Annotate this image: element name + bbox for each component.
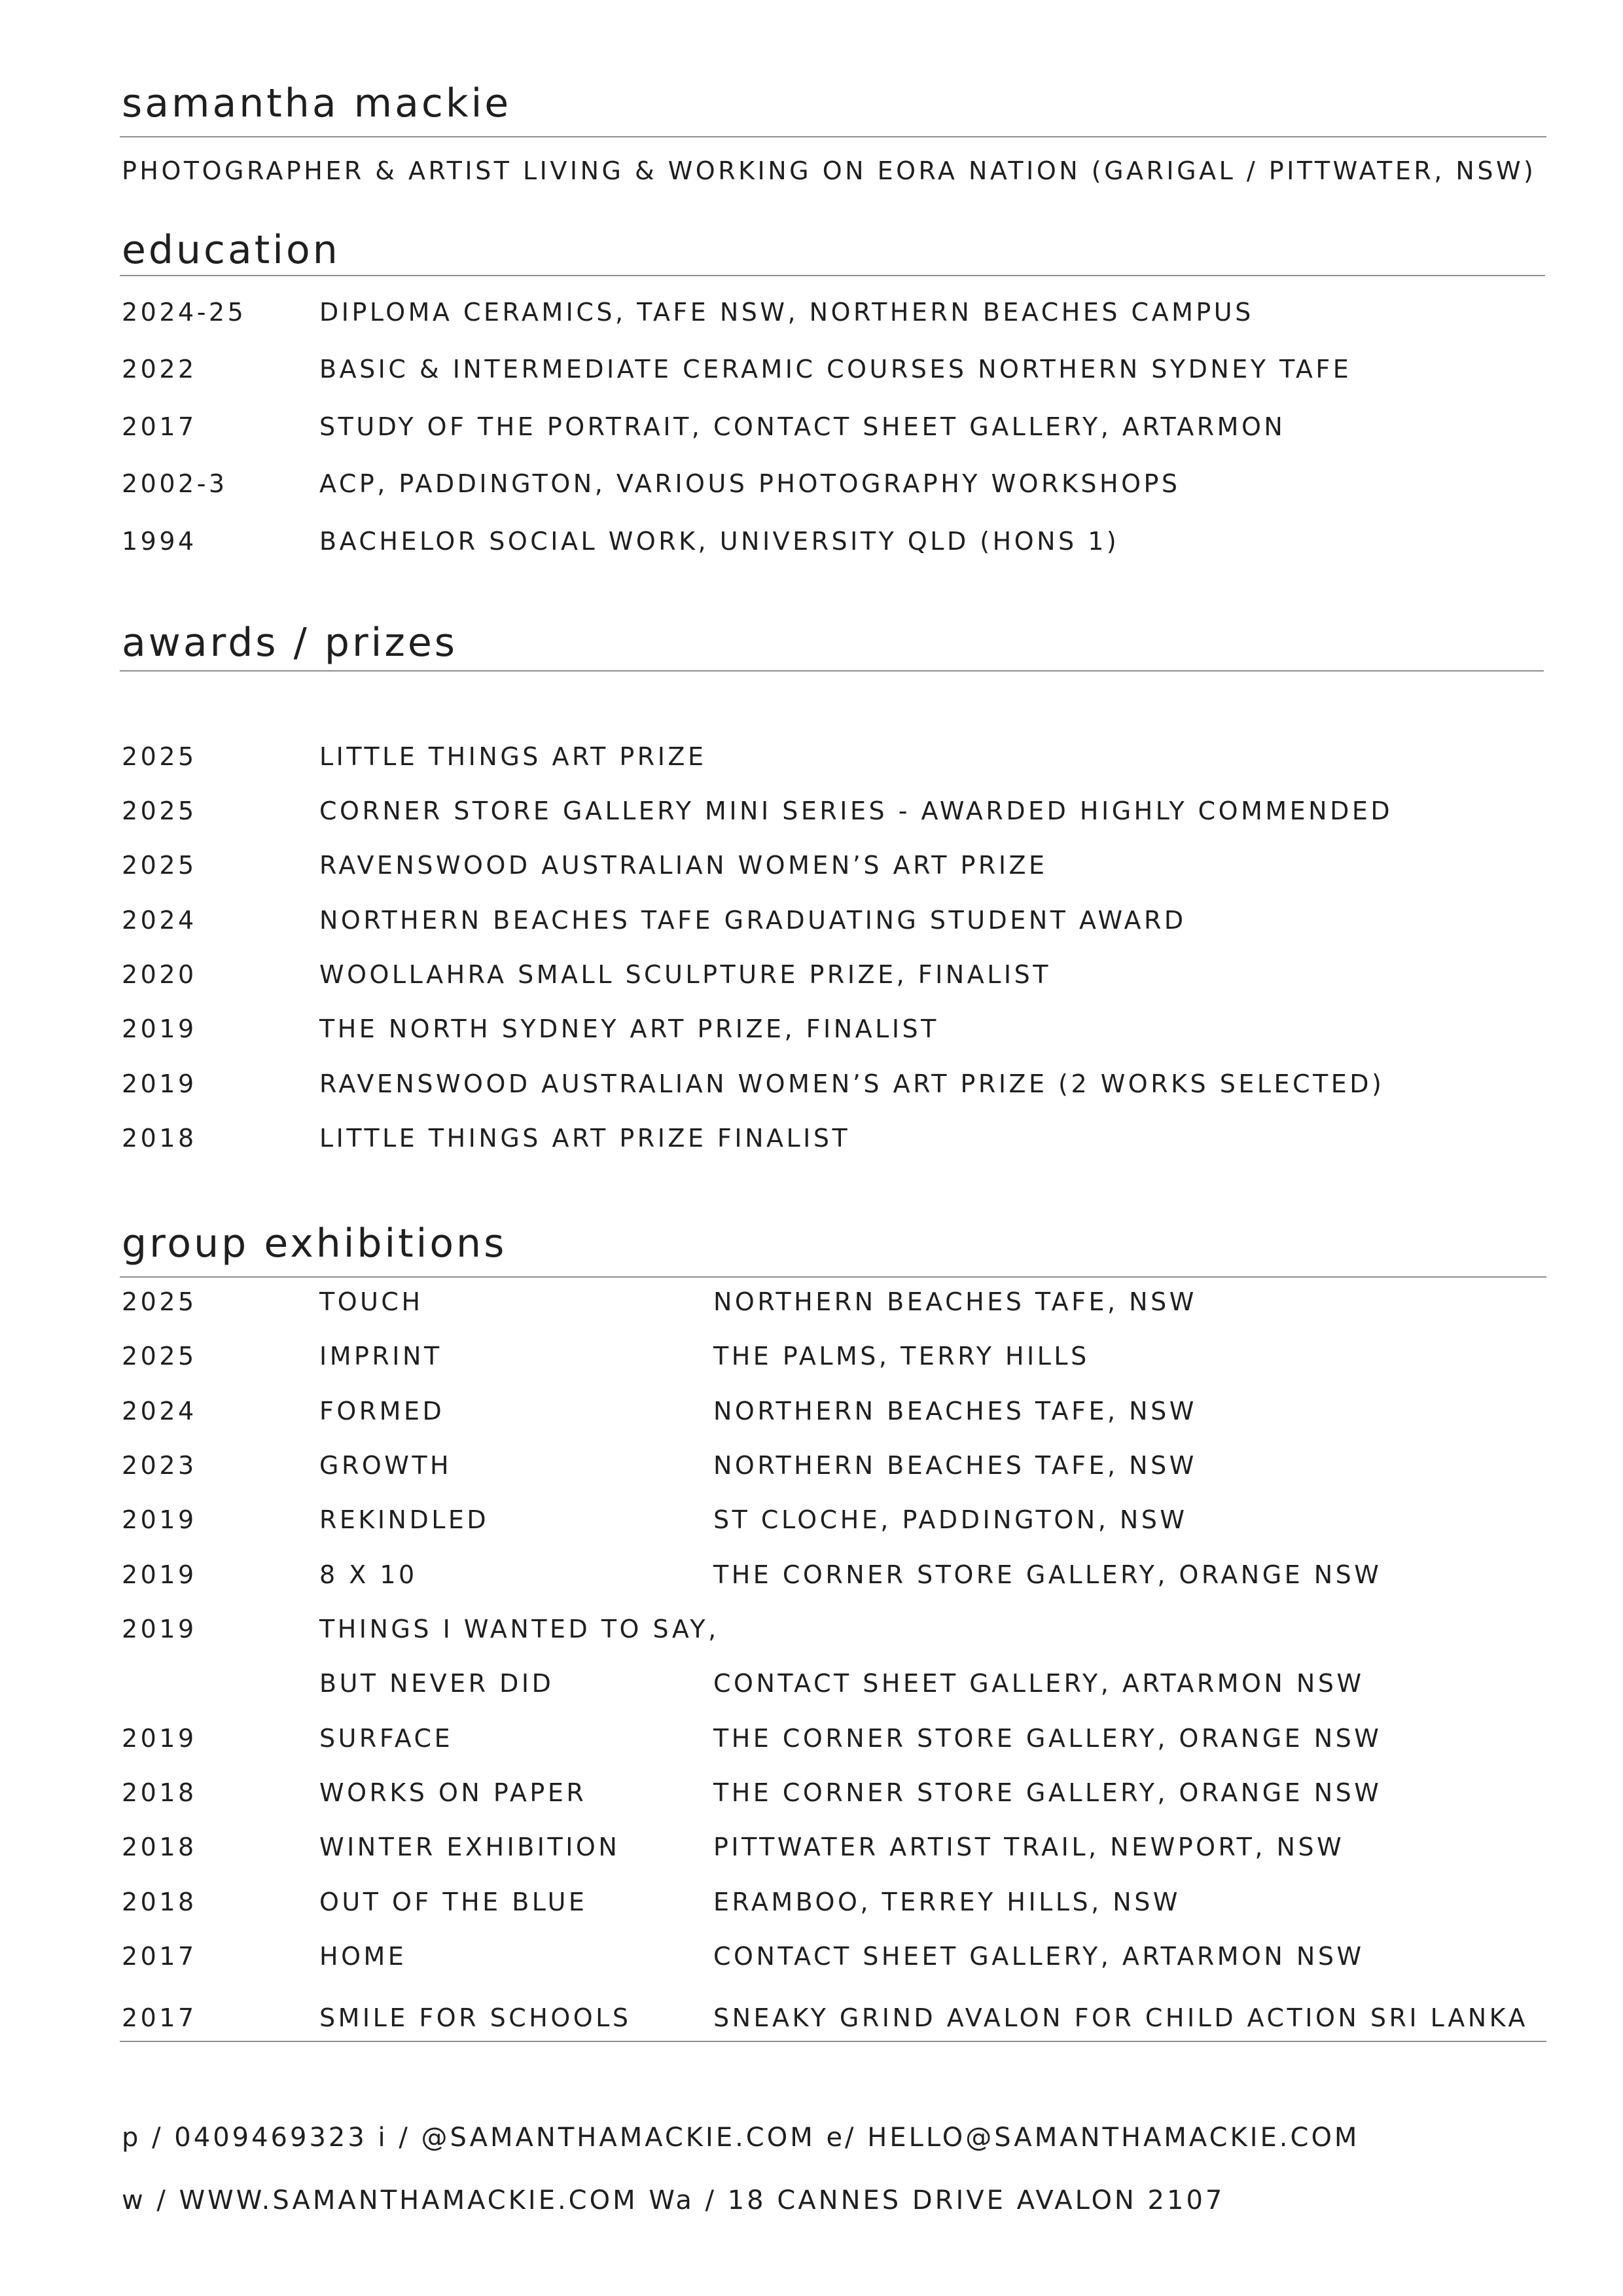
- exhibition-venue: CONTACT SHEET GALLERY, ARTARMON NSW: [713, 1942, 1364, 1971]
- award-row: [0, 962, 1623, 992]
- exhibition-year: 2019: [122, 1724, 197, 1753]
- exhibition-year: 2018: [122, 1833, 197, 1861]
- education-row: [0, 414, 1623, 444]
- award-year: 2025: [122, 797, 197, 825]
- exhibition-venue: THE CORNER STORE GALLERY, ORANGE NSW: [713, 1778, 1382, 1807]
- education-year: 2022: [122, 355, 197, 384]
- education-text: DIPLOMA CERAMICS, TAFE NSW, NORTHERN BEACHES CAMPUS: [319, 298, 1254, 327]
- award-text: LITTLE THINGS ART PRIZE FINALIST: [319, 1124, 851, 1153]
- education-row: [0, 471, 1623, 501]
- exhibition-venue: SNEAKY GRIND AVALON FOR CHILD ACTION SRI LANKA: [713, 2003, 1528, 2032]
- exhibition-year: 2025: [122, 1342, 197, 1371]
- award-year: 2025: [122, 742, 197, 771]
- education-year: 2017: [122, 412, 197, 441]
- award-text: WOOLLAHRA SMALL SCULPTURE PRIZE, FINALIST: [319, 960, 1051, 989]
- exhibition-title: OUT OF THE BLUE: [319, 1888, 588, 1916]
- award-row: [0, 908, 1623, 938]
- exhibition-year: 2019: [122, 1615, 197, 1643]
- award-row: [0, 798, 1623, 829]
- exhibition-venue: NORTHERN BEACHES TAFE, NSW: [713, 1287, 1197, 1316]
- exhibition-title: SURFACE: [319, 1724, 454, 1753]
- exhibition-row: [0, 1726, 1623, 1756]
- exhibition-row: [0, 1289, 1623, 1319]
- exhibition-year: 2018: [122, 1778, 197, 1807]
- exhibition-title: TOUCH: [319, 1287, 423, 1316]
- exhibition-row: [0, 1562, 1623, 1592]
- exhibition-row: [0, 1617, 1623, 1647]
- education-heading: education: [122, 227, 340, 273]
- education-text: ACP, PADDINGTON, VARIOUS PHOTOGRAPHY WORKSHOPS: [319, 469, 1181, 498]
- award-row: [0, 744, 1623, 774]
- name-heading: samantha mackie: [122, 81, 512, 126]
- awards-heading: awards / prizes: [122, 620, 458, 666]
- exhibition-venue: ERAMBOO, TERREY HILLS, NSW: [713, 1888, 1181, 1916]
- exhibition-row: [0, 2005, 1623, 2036]
- name-rule: [120, 136, 1546, 137]
- subtitle: PHOTOGRAPHER & ARTIST LIVING & WORKING ON EORA NATION (GARIGAL / PITTWATER, NSW): [122, 156, 1537, 185]
- award-text: LITTLE THINGS ART PRIZE: [319, 742, 707, 771]
- exhibition-title: IMPRINT: [319, 1342, 442, 1371]
- education-year: 2002-3: [122, 469, 228, 498]
- exhibition-title: SMILE FOR SCHOOLS: [319, 2003, 632, 2032]
- exhibition-title: WINTER EXHIBITION: [319, 1833, 620, 1861]
- exhibition-venue: THE CORNER STORE GALLERY, ORANGE NSW: [713, 1560, 1382, 1589]
- awards-rule: [120, 670, 1544, 672]
- exhibition-title: HOME: [319, 1942, 407, 1971]
- exhibition-year: 2024: [122, 1397, 197, 1426]
- exhibition-row: [0, 1399, 1623, 1429]
- exhibition-row: [0, 1890, 1623, 1920]
- group-exhibitions-heading: group exhibitions: [122, 1221, 507, 1266]
- exhibition-year: 2018: [122, 1888, 197, 1916]
- award-text: NORTHERN BEACHES TAFE GRADUATING STUDENT AWARD: [319, 906, 1186, 935]
- exhibition-title: THINGS I WANTED TO SAY,: [319, 1615, 719, 1643]
- education-row: [0, 529, 1623, 559]
- award-year: 2024: [122, 906, 197, 935]
- exhibition-row: [0, 1835, 1623, 1865]
- exhibition-row: [0, 1944, 1623, 1974]
- exhibition-year: 2017: [122, 2003, 197, 2032]
- exhibition-venue: NORTHERN BEACHES TAFE, NSW: [713, 1451, 1197, 1480]
- exhibition-year: 2017: [122, 1942, 197, 1971]
- exhibition-year: 2025: [122, 1287, 197, 1316]
- education-rule: [120, 275, 1545, 276]
- exhibition-year: 2023: [122, 1451, 197, 1480]
- award-row: [0, 853, 1623, 883]
- exhibition-row: [0, 1780, 1623, 1810]
- award-text: CORNER STORE GALLERY MINI SERIES - AWARDED HIGHLY COMMENDED: [319, 797, 1393, 825]
- exhibition-title: REKINDLED: [319, 1505, 490, 1534]
- exhibition-venue: THE CORNER STORE GALLERY, ORANGE NSW: [713, 1724, 1382, 1753]
- education-text: STUDY OF THE PORTRAIT, CONTACT SHEET GALLERY, ARTARMON: [319, 412, 1286, 441]
- exhibition-year: 2019: [122, 1505, 197, 1534]
- award-year: 2018: [122, 1124, 197, 1153]
- education-text: BACHELOR SOCIAL WORK, UNIVERSITY QLD (HONS 1): [319, 527, 1120, 556]
- contact-line-phone-email: p / 0409469323 i / @SAMANTHAMACKIE.COM e/ HELLO@SAMANTHAMACKIE.COM: [122, 2123, 1360, 2153]
- award-year: 2019: [122, 1014, 197, 1043]
- award-text: RAVENSWOOD AUSTRALIAN WOMEN’S ART PRIZE (2 WORKS SELECTED): [319, 1069, 1385, 1098]
- exhibition-title: WORKS ON PAPER: [319, 1778, 587, 1807]
- contact-line-web-address: w / WWW.SAMANTHAMACKIE.COM Wa / 18 CANNES DRIVE AVALON 2107: [122, 2185, 1225, 2215]
- education-year: 1994: [122, 527, 197, 556]
- award-row: [0, 1126, 1623, 1156]
- award-year: 2025: [122, 851, 197, 880]
- award-row: [0, 1016, 1623, 1047]
- exhibition-row: [0, 1344, 1623, 1374]
- group-exhibitions-rule: [120, 1276, 1546, 1278]
- award-row: [0, 1071, 1623, 1102]
- exhibition-venue: CONTACT SHEET GALLERY, ARTARMON NSW: [713, 1669, 1364, 1698]
- exhibition-title: BUT NEVER DID: [319, 1669, 554, 1698]
- exhibition-venue: ST CLOCHE, PADDINGTON, NSW: [713, 1505, 1188, 1534]
- exhibition-year: 2019: [122, 1560, 197, 1589]
- award-text: RAVENSWOOD AUSTRALIAN WOMEN’S ART PRIZE: [319, 851, 1048, 880]
- exhibition-row: [0, 1671, 1623, 1701]
- education-year: 2024-25: [122, 298, 247, 327]
- award-year: 2019: [122, 1069, 197, 1098]
- exhibition-title: GROWTH: [319, 1451, 452, 1480]
- award-year: 2020: [122, 960, 197, 989]
- exhibition-venue: PITTWATER ARTIST TRAIL, NEWPORT, NSW: [713, 1833, 1345, 1861]
- education-row: [0, 300, 1623, 330]
- exhibition-title: 8 X 10: [319, 1560, 418, 1589]
- exhibition-venue: NORTHERN BEACHES TAFE, NSW: [713, 1397, 1197, 1426]
- exhibition-title: FORMED: [319, 1397, 445, 1426]
- exhibition-row: [0, 1453, 1623, 1483]
- exhibition-venue: THE PALMS, TERRY HILLS: [713, 1342, 1090, 1371]
- exhibitions-bottom-rule: [120, 2041, 1546, 2042]
- education-text: BASIC & INTERMEDIATE CERAMIC COURSES NORTHERN SYDNEY TAFE: [319, 355, 1352, 384]
- exhibition-row: [0, 1507, 1623, 1537]
- award-text: THE NORTH SYDNEY ART PRIZE, FINALIST: [319, 1014, 939, 1043]
- education-row: [0, 357, 1623, 387]
